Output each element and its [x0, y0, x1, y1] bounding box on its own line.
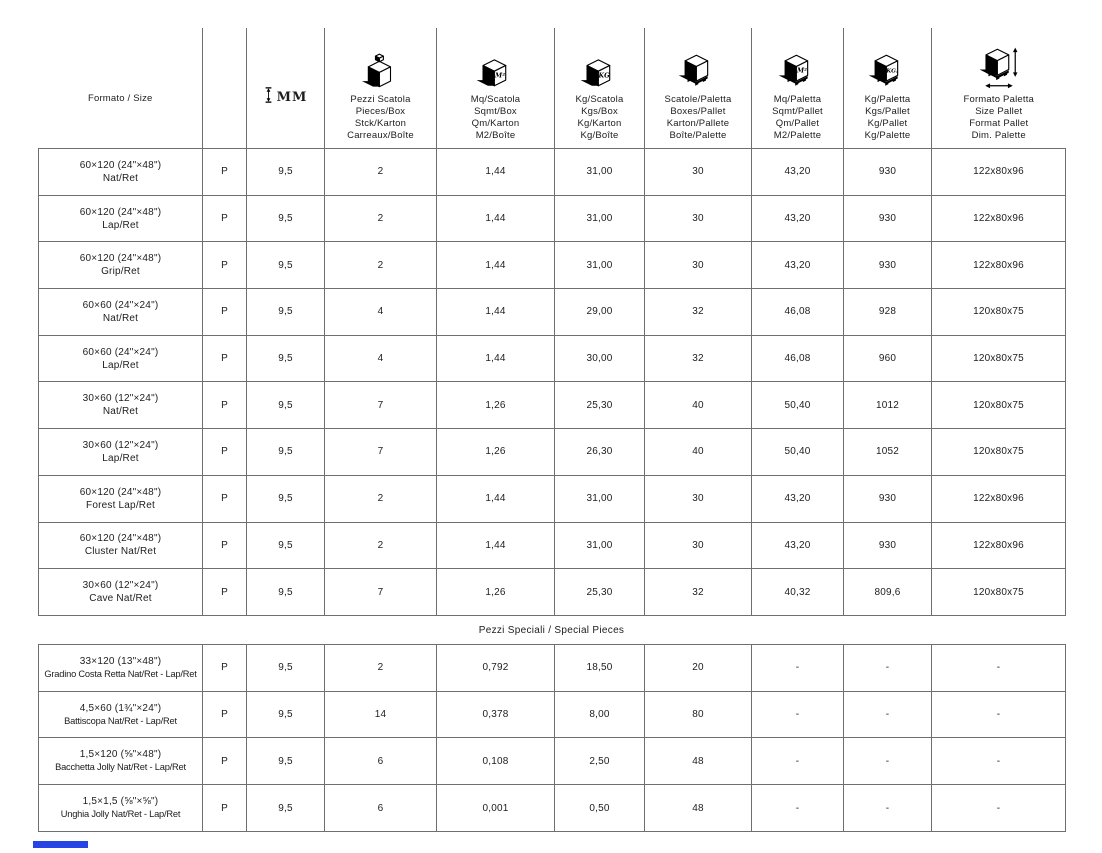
brand-bar: [33, 841, 88, 848]
cell-boxes-pallet: 32: [645, 289, 752, 336]
cell-p: P: [203, 289, 247, 336]
size-text: 30×60 (12"×24"): [82, 393, 159, 405]
finish-text: Lap/Ret: [102, 452, 139, 464]
cell-mm: 9,5: [247, 522, 325, 569]
cell-pieces: 14: [325, 691, 437, 738]
cell-mm: 9,5: [247, 335, 325, 382]
cell-mq-box: 1,44: [437, 475, 555, 522]
cell-pallet-size: 120x80x75: [932, 569, 1066, 616]
header-label: Sqmt/Pallet: [772, 106, 823, 117]
header-label: Kgs/Box: [581, 106, 618, 117]
cell-pallet-size: 122x80x96: [932, 149, 1066, 196]
cell-pallet-size: 120x80x75: [932, 289, 1066, 336]
cell-size: [39, 475, 203, 522]
size-text: 60×60 (24"×24"): [82, 299, 159, 311]
cell-pieces: 4: [325, 335, 437, 382]
cell-boxes-pallet: 30: [645, 475, 752, 522]
cell-boxes-pallet: 40: [645, 382, 752, 429]
cell-pieces: 2: [325, 475, 437, 522]
cell-pallet-size: -: [932, 691, 1066, 738]
cell-mm: 9,5: [247, 644, 325, 691]
cell-kg-box: 31,00: [555, 195, 645, 242]
cell-boxes-pallet: 32: [645, 335, 752, 382]
finish-text: Cave Nat/Ret: [89, 593, 152, 605]
cell-boxes-pallet: 48: [645, 785, 752, 832]
cell-mq-box: 1,44: [437, 522, 555, 569]
header-label: M2/Boîte: [475, 130, 516, 141]
cell-mm: 9,5: [247, 569, 325, 616]
cell-kg-pallet: -: [844, 644, 932, 691]
cell-kg-pallet: 930: [844, 242, 932, 289]
size-text: 1,5×120 (⅝"×48"): [79, 749, 162, 761]
special-pieces-title: Pezzi Speciali / Special Pieces: [478, 624, 625, 636]
size-text: 1,5×1,5 (⅝"×⅝"): [82, 796, 159, 807]
cell-mq-pallet: -: [752, 785, 844, 832]
cell-p: P: [203, 335, 247, 382]
cell-size: [39, 785, 203, 832]
finish-text: Forest Lap/Ret: [86, 499, 155, 511]
column-header-pezzi-scatola: [325, 28, 437, 149]
cell-mm: 9,5: [247, 429, 325, 476]
finish-text: Nat/Ret: [102, 172, 139, 184]
pallet-m2-icon: [754, 52, 841, 89]
cell-size: [39, 644, 203, 691]
finish-text: Grip/Ret: [101, 266, 140, 278]
cell-pieces: 2: [325, 242, 437, 289]
cell-pieces: 6: [325, 785, 437, 832]
size-text: 60×60 (24"×24"): [82, 346, 159, 358]
cell-kg-pallet: 930: [844, 522, 932, 569]
cell-boxes-pallet: 80: [645, 691, 752, 738]
cell-mq-box: 1,26: [437, 382, 555, 429]
cell-kg-pallet: 928: [844, 289, 932, 336]
header-label: Mq/Scatola: [470, 94, 521, 105]
thickness-header: [264, 87, 308, 106]
cell-p: P: [203, 691, 247, 738]
size-text: 60×120 (24"×48"): [79, 206, 162, 218]
table-row: [39, 382, 1066, 429]
size-text: 4,5×60 (1¾"×24"): [79, 702, 162, 714]
header-label: Kg/Karton: [577, 118, 622, 129]
svg-text:M²: M²: [494, 71, 505, 80]
cell-boxes-pallet: 40: [645, 429, 752, 476]
size-text: 33×120 (13"×48"): [79, 655, 162, 667]
finish-text: Bacchetta Jolly Nat/Ret - Lap/Ret: [55, 762, 186, 773]
cell-kg-box: 31,00: [555, 242, 645, 289]
cell-mq-pallet: 43,20: [752, 475, 844, 522]
cell-pieces: 2: [325, 644, 437, 691]
cell-pallet-size: 120x80x75: [932, 335, 1066, 382]
cell-kg-box: 31,00: [555, 522, 645, 569]
cell-mm: 9,5: [247, 149, 325, 196]
cell-mq-pallet: 46,08: [752, 289, 844, 336]
column-header-kg-paletta: [844, 28, 932, 149]
header-label: Stck/Karton: [354, 118, 407, 129]
cell-mq-box: 1,44: [437, 289, 555, 336]
cell-kg-box: 25,30: [555, 569, 645, 616]
cell-pieces: 4: [325, 289, 437, 336]
table-row: [39, 691, 1066, 738]
cell-size: [39, 429, 203, 476]
header-row: [39, 28, 1066, 149]
table-row: [39, 195, 1066, 242]
cell-mq-box: 1,26: [437, 569, 555, 616]
header-label: Kgs/Pallet: [865, 106, 910, 117]
cell-mm: 9,5: [247, 738, 325, 785]
cell-mq-box: 0,001: [437, 785, 555, 832]
finish-text: Gradino Costa Retta Nat/Ret - Lap/Ret: [44, 668, 197, 679]
cell-kg-pallet: 809,6: [844, 569, 932, 616]
table-row: [39, 644, 1066, 691]
cell-pieces: 7: [325, 429, 437, 476]
cell-kg-box: 2,50: [555, 738, 645, 785]
size-text: 60×120 (24"×48"): [79, 159, 162, 171]
finish-text: Lap/Ret: [102, 359, 139, 371]
finish-text: Lap/Ret: [102, 219, 139, 231]
cell-size: [39, 691, 203, 738]
cell-p: P: [203, 644, 247, 691]
cell-size: [39, 382, 203, 429]
cell-boxes-pallet: 30: [645, 242, 752, 289]
cell-mq-box: 1,26: [437, 429, 555, 476]
cell-mq-pallet: 50,40: [752, 429, 844, 476]
cell-mq-box: 1,44: [437, 335, 555, 382]
cell-kg-box: 26,30: [555, 429, 645, 476]
svg-text:KG.: KG.: [885, 68, 898, 75]
cell-p: P: [203, 242, 247, 289]
header-label: Pezzi Scatola: [350, 94, 411, 105]
svg-text:M²: M²: [796, 66, 807, 75]
cell-pieces: 2: [325, 195, 437, 242]
cell-pallet-size: -: [932, 644, 1066, 691]
header-label: Kg/Palette: [864, 130, 911, 141]
cell-pieces: 7: [325, 569, 437, 616]
cell-mq-pallet: 40,32: [752, 569, 844, 616]
cell-pallet-size: 120x80x75: [932, 382, 1066, 429]
cell-kg-pallet: 930: [844, 475, 932, 522]
cell-mq-pallet: 46,08: [752, 335, 844, 382]
column-header-p: [203, 28, 247, 149]
cell-size: [39, 335, 203, 382]
cell-mq-pallet: -: [752, 691, 844, 738]
size-text: 30×60 (12"×24"): [82, 439, 159, 451]
cell-kg-box: 31,00: [555, 149, 645, 196]
cell-p: P: [203, 475, 247, 522]
cell-mq-box: 1,44: [437, 242, 555, 289]
header-label: Kg/Paletta: [864, 94, 911, 105]
header-label: Dim. Palette: [971, 130, 1026, 141]
cell-size: [39, 569, 203, 616]
cell-kg-pallet: 930: [844, 149, 932, 196]
header-label: Sqmt/Box: [474, 106, 517, 117]
table-row: [39, 738, 1066, 785]
cell-boxes-pallet: 30: [645, 149, 752, 196]
cell-pallet-size: 122x80x96: [932, 242, 1066, 289]
pallet-icon: [647, 52, 749, 89]
table-row: [39, 475, 1066, 522]
cell-mq-pallet: -: [752, 738, 844, 785]
table-row: [39, 149, 1066, 196]
cell-p: P: [203, 149, 247, 196]
header-label: M2/Palette: [773, 130, 822, 141]
header-label: Boîte/Palette: [669, 130, 727, 141]
cell-pallet-size: -: [932, 785, 1066, 832]
column-header-scatole-paletta: [645, 28, 752, 149]
cell-kg-pallet: -: [844, 738, 932, 785]
cell-mm: 9,5: [247, 242, 325, 289]
mm-label: MM: [276, 90, 308, 105]
cell-mq-pallet: 43,20: [752, 242, 844, 289]
column-header-mq-scatola: [437, 28, 555, 149]
cell-size: [39, 522, 203, 569]
cell-p: P: [203, 522, 247, 569]
column-header-formato-paletta: [932, 28, 1066, 149]
cell-size: [39, 289, 203, 336]
cell-kg-pallet: 930: [844, 195, 932, 242]
cell-pieces: 6: [325, 738, 437, 785]
spec-sheet-page: [0, 28, 1102, 832]
cell-kg-box: 8,00: [555, 691, 645, 738]
pallet-size-icon: [934, 46, 1064, 89]
cell-kg-pallet: -: [844, 691, 932, 738]
cell-kg-box: 0,50: [555, 785, 645, 832]
cell-mq-pallet: 43,20: [752, 195, 844, 242]
header-label: Kg/Pallet: [867, 118, 908, 129]
box-icon: [327, 51, 434, 89]
cell-mq-pallet: 50,40: [752, 382, 844, 429]
cell-p: P: [203, 195, 247, 242]
cell-boxes-pallet: 32: [645, 569, 752, 616]
cell-pallet-size: -: [932, 738, 1066, 785]
header-label: Qm/Pallet: [775, 118, 820, 129]
table-row: [39, 289, 1066, 336]
table-row: [39, 785, 1066, 832]
cell-mq-box: 1,44: [437, 149, 555, 196]
cell-pieces: 2: [325, 149, 437, 196]
cell-boxes-pallet: 30: [645, 195, 752, 242]
cell-mq-box: 0,108: [437, 738, 555, 785]
cell-kg-box: 25,30: [555, 382, 645, 429]
size-text: 30×60 (12"×24"): [82, 580, 159, 592]
header-label: Carreaux/Boîte: [347, 130, 414, 141]
cell-mm: 9,5: [247, 785, 325, 832]
table-row: [39, 335, 1066, 382]
cell-kg-box: 31,00: [555, 475, 645, 522]
box-kg-icon: [557, 55, 642, 89]
cell-mq-box: 0,378: [437, 691, 555, 738]
cell-pieces: 7: [325, 382, 437, 429]
header-label: Kg/Boîte: [580, 130, 619, 141]
finish-text: Cluster Nat/Ret: [84, 546, 157, 558]
pallet-kg-icon: [846, 52, 929, 89]
cell-mm: 9,5: [247, 691, 325, 738]
cell-size: [39, 738, 203, 785]
cell-mq-pallet: 43,20: [752, 522, 844, 569]
header-label: Format Pallet: [969, 118, 1029, 129]
column-header-kg-scatola: [555, 28, 645, 149]
cell-p: P: [203, 429, 247, 476]
cell-size: [39, 242, 203, 289]
cell-kg-box: 29,00: [555, 289, 645, 336]
cell-p: P: [203, 382, 247, 429]
cell-boxes-pallet: 48: [645, 738, 752, 785]
header-label: Scatole/Paletta: [664, 94, 732, 105]
cell-pieces: 2: [325, 522, 437, 569]
size-text: 60×120 (24"×48"): [79, 253, 162, 265]
header-label: Kg/Scatola: [575, 94, 624, 105]
packing-table: [38, 28, 1066, 616]
header-label: Mq/Paletta: [773, 94, 822, 105]
size-text: 60×120 (24"×48"): [79, 533, 162, 545]
table-row: [39, 522, 1066, 569]
svg-text:KG: KG: [597, 71, 610, 80]
cell-kg-pallet: 1052: [844, 429, 932, 476]
finish-text: Battiscopa Nat/Ret - Lap/Ret: [64, 715, 177, 726]
cell-size: [39, 149, 203, 196]
cell-kg-pallet: 1012: [844, 382, 932, 429]
table-row: [39, 242, 1066, 289]
cell-boxes-pallet: 30: [645, 522, 752, 569]
cell-boxes-pallet: 20: [645, 644, 752, 691]
cell-kg-box: 18,50: [555, 644, 645, 691]
cell-mq-pallet: 43,20: [752, 149, 844, 196]
finish-text: Unghia Jolly Nat/Ret - Lap/Ret: [60, 809, 181, 819]
cell-p: P: [203, 569, 247, 616]
cell-pallet-size: 120x80x75: [932, 429, 1066, 476]
cell-kg-pallet: -: [844, 785, 932, 832]
finish-text: Nat/Ret: [102, 406, 139, 418]
column-header-formato: [39, 28, 203, 149]
header-label: Qm/Karton: [471, 118, 520, 129]
thickness-icon: [264, 88, 277, 105]
cell-kg-box: 30,00: [555, 335, 645, 382]
table-row: [39, 429, 1066, 476]
size-text: 60×120 (24"×48"): [79, 486, 162, 498]
header-label: Boxes/Pallet: [670, 106, 726, 117]
cell-pallet-size: 122x80x96: [932, 195, 1066, 242]
header-label: Pieces/Box: [355, 106, 406, 117]
column-header-mm: [247, 28, 325, 149]
cell-pallet-size: 122x80x96: [932, 475, 1066, 522]
cell-p: P: [203, 738, 247, 785]
header-label: Karton/Pallete: [666, 118, 730, 129]
cell-mm: 9,5: [247, 195, 325, 242]
header-label: Size Pallet: [975, 106, 1023, 117]
cell-mm: 9,5: [247, 382, 325, 429]
cell-mq-box: 1,44: [437, 195, 555, 242]
column-header-mq-paletta: [752, 28, 844, 149]
cell-mq-box: 0,792: [437, 644, 555, 691]
table-row: [39, 569, 1066, 616]
formato-size-label: Formato / Size: [87, 93, 153, 104]
cell-mm: 9,5: [247, 289, 325, 336]
special-pieces-table: [38, 644, 1066, 832]
cell-kg-pallet: 960: [844, 335, 932, 382]
box-m2-icon: [439, 55, 552, 89]
finish-text: Nat/Ret: [102, 312, 139, 324]
cell-mm: 9,5: [247, 475, 325, 522]
cell-p: P: [203, 785, 247, 832]
header-label: Formato Paletta: [963, 94, 1035, 105]
cell-size: [39, 195, 203, 242]
cell-mq-pallet: -: [752, 644, 844, 691]
cell-pallet-size: 122x80x96: [932, 522, 1066, 569]
